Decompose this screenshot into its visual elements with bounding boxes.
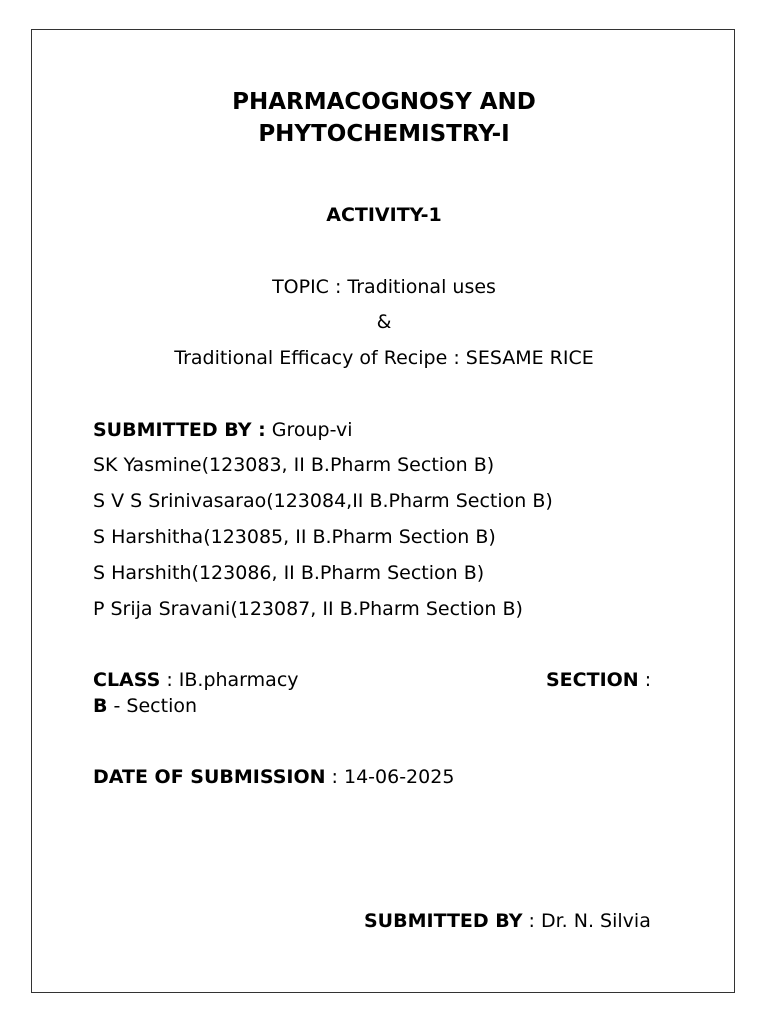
date-label: DATE OF SUBMISSION [93, 766, 326, 788]
section-heading [546, 668, 651, 692]
class-value: : IB.pharmacy [160, 669, 299, 691]
activity-heading: ACTIVITY-1 [326, 204, 442, 226]
class-label: CLASS [93, 669, 161, 691]
topic-line-2: Traditional Efficacy of Recipe : SESAME RICE [174, 347, 594, 369]
section-letter: B [93, 695, 108, 717]
class-line [93, 668, 299, 692]
date-of-submission-line [93, 765, 454, 789]
section-value: - Section [107, 695, 198, 717]
date-value: : 14-06-2025 [325, 766, 455, 788]
submitted-to-line [364, 909, 651, 933]
member-item: S V S Srinivasarao(123084,II B.Pharm Section B) [93, 490, 553, 512]
group-name: Group-vi [265, 419, 353, 441]
submitted-to-value: : Dr. N. Silvia [522, 910, 651, 932]
title-line-2: PHYTOCHEMISTRY-I [258, 121, 510, 147]
submitted-by-line [93, 418, 352, 442]
topic-ampersand: & [376, 311, 392, 333]
title-line-1: PHARMACOGNOSY AND [232, 89, 536, 115]
section-colon: : [638, 669, 652, 691]
member-item: SK Yasmine(123083, II B.Pharm Section B) [93, 454, 495, 476]
member-item: S Harshith(123086, II B.Pharm Section B) [93, 562, 485, 584]
section-line [93, 694, 197, 718]
topic-line-1: TOPIC : Traditional uses [272, 276, 496, 298]
member-item: P Srija Sravani(123087, II B.Pharm Section B) [93, 598, 523, 620]
submitted-to-label: SUBMITTED BY [364, 910, 523, 932]
member-item: S Harshitha(123085, II B.Pharm Section B) [93, 526, 496, 548]
submitted-by-label: SUBMITTED BY : [93, 419, 266, 441]
section-label: SECTION [546, 669, 639, 691]
